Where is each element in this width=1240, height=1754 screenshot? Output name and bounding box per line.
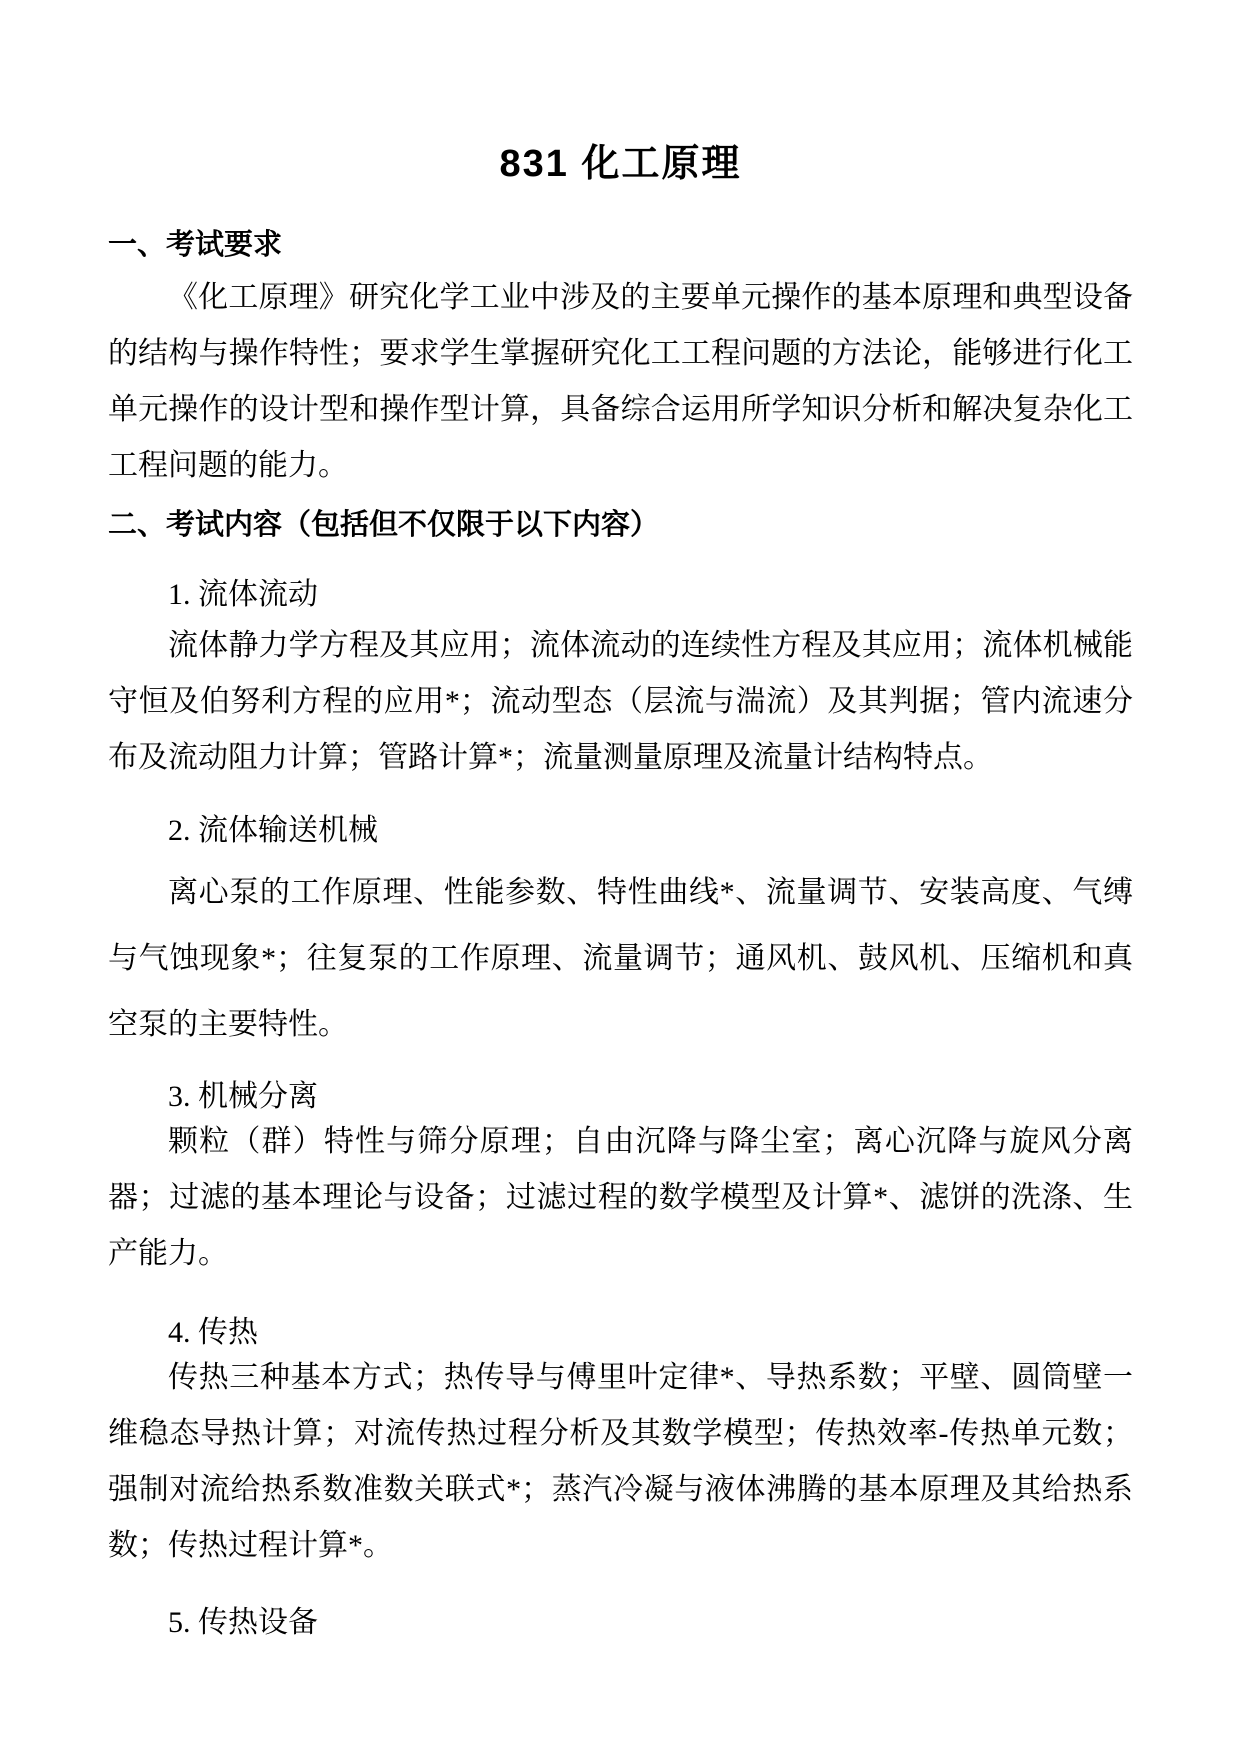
- topic-heat-transfer-equipment: [108, 1606, 1133, 1640]
- topic-3-body: 颗粒（群）特性与筛分原理；自由沉降与降尘室；离心沉降与旋风分离器；过滤的基本理论与设备；过滤过程的数学模型及计算*、滤饼的洗涤、生产能力。: [108, 1125, 1133, 1270]
- topic-fluid-flow: [108, 578, 1133, 786]
- topic-4-label: 4. 传热: [168, 1316, 258, 1349]
- topic-1-body: 流体静力学方程及其应用；流体流动的连续性方程及其应用；流体机械能守恒及伯努利方程的应用*；流动型态（层流与湍流）及其判据；管内流速分布及流动阻力计算；管路计算*；流量测量原理及流量计结构特点。: [108, 629, 1133, 774]
- topic-2-label: 2. 流体输送机械: [168, 814, 378, 847]
- topic-1-label: 1. 流体流动: [168, 578, 318, 611]
- section-exam-requirements-heading: 一、考试要求: [108, 229, 283, 261]
- topic-fluid-transport-machinery: [108, 814, 1133, 1058]
- topic-2-body: 离心泵的工作原理、性能参数、特性曲线*、流量调节、安装高度、气缚与气蚀现象*；往复泵的工作原理、流量调节；通风机、鼓风机、压缩机和真空泵的主要特性。: [108, 876, 1133, 1041]
- topic-mechanical-separation: [108, 1080, 1133, 1282]
- topic-4-body: 传热三种基本方式；热传导与傅里叶定律*、导热系数；平壁、圆筒壁一维稳态导热计算；对流传热过程分析及其数学模型；传热效率-传热单元数；强制对流给热系数准数关联式*；蒸汽冷凝与液体沸腾的基本原理及其给热系数；传热过程计算*。: [108, 1361, 1133, 1562]
- exam-requirements-paragraph: 《化工原理》研究化学工业中涉及的主要单元操作的基本原理和典型设备的结构与操作特性；要求学生掌握研究化工工程问题的方法论，能够进行化工单元操作的设计型和操作型计算，具备综合运用所学知识分析和解决复杂化工工程问题的能力。: [108, 281, 1133, 482]
- document-title: 831 化工原理: [499, 143, 742, 185]
- topic-5-label: 5. 传热设备: [168, 1606, 318, 1639]
- topic-3-label: 3. 机械分离: [168, 1080, 318, 1113]
- topic-heat-transfer: [108, 1316, 1133, 1574]
- section-exam-content-heading: 二、考试内容（包括但不仅限于以下内容）: [108, 509, 660, 541]
